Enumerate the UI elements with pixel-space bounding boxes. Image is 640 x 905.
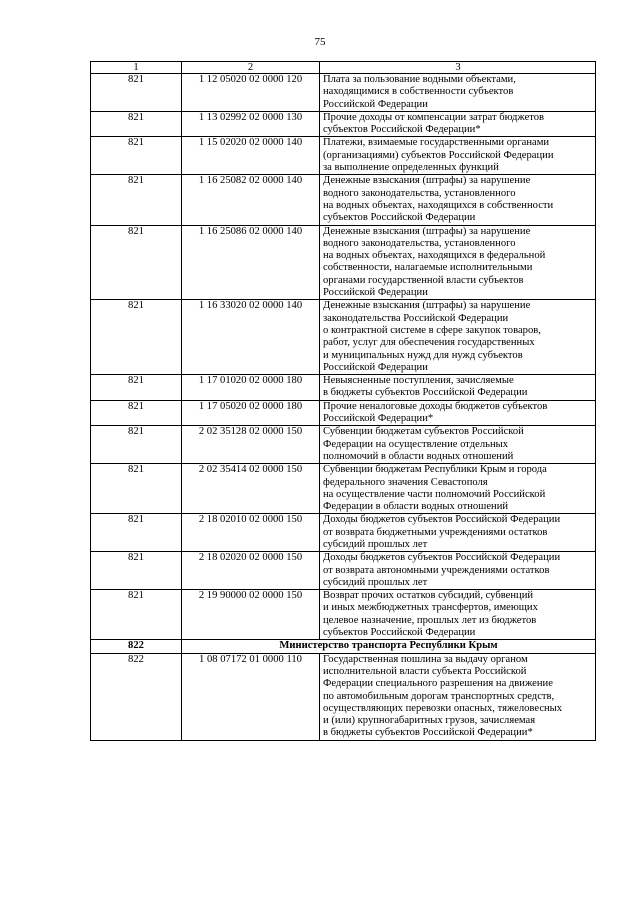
section-header-row (91, 640, 596, 653)
revenue-code-cell: 2 18 02010 02 0000 150 (182, 514, 320, 552)
revenue-code-cell: 1 17 05020 02 0000 180 (182, 400, 320, 426)
description-line: Субвенции бюджетам Республики Крым и города (323, 464, 547, 476)
description-line: субсидий прошлых лет (323, 538, 428, 550)
description-cell (320, 175, 596, 225)
description-line: Российской Федерации (323, 287, 428, 299)
table-row (91, 175, 596, 225)
description-cell (320, 464, 596, 514)
admin-code-cell: 821 (91, 225, 182, 300)
table-row (91, 653, 596, 740)
page-number: 75 (314, 36, 326, 48)
revenue-code-cell: 1 15 02020 02 0000 140 (182, 137, 320, 175)
description-line: Денежные взыскания (штрафы) за нарушение (323, 300, 531, 312)
description-line: Денежные взыскания (штрафы) за нарушение (323, 225, 531, 237)
revenue-code-cell: 1 16 33020 02 0000 140 (182, 300, 320, 375)
description-line: Федерации на осуществление отдельных (323, 438, 509, 450)
description-cell (320, 300, 596, 375)
description-line: о контрактной системе в сфере закупок товаров, (323, 324, 541, 336)
revenue-code-cell: 1 16 25086 02 0000 140 (182, 225, 320, 300)
description-line: субъектов Российской Федерации (323, 627, 476, 639)
description-line: Прочие доходы от компенсации затрат бюджетов (323, 111, 545, 123)
revenue-code-cell: 1 13 02992 02 0000 130 (182, 111, 320, 137)
table-row (91, 225, 596, 300)
description-line: федерального значения Севастополя (323, 476, 488, 488)
revenue-code-cell: 2 02 35128 02 0000 150 (182, 426, 320, 464)
revenue-code-cell: 2 19 90000 02 0000 150 (182, 590, 320, 640)
description-line: Доходы бюджетов субъектов Российской Федерации (323, 552, 561, 564)
description-cell (320, 74, 596, 112)
description-line: водного законодательства, установленного (323, 187, 516, 199)
header-col-2: 2 (182, 62, 320, 74)
admin-code-cell: 822 (91, 653, 182, 740)
description-line: субсидий прошлых лет (323, 576, 428, 588)
admin-code-cell: 821 (91, 111, 182, 137)
description-line: на водных объектах, находящихся в федеральной (323, 250, 546, 262)
table-row (91, 514, 596, 552)
description-line: (организациями) субъектов Российской Федерации (323, 149, 554, 161)
admin-code-cell: 821 (91, 426, 182, 464)
description-line: Платежи, взимаемые государственными органами (323, 137, 550, 149)
section-title: Министерство транспорта Республики Крым (182, 640, 596, 653)
description-line: законодательства Российской Федерации (323, 312, 509, 324)
description-line: и муниципальных нужд для нужд субъектов (323, 349, 523, 361)
description-line: от возврата бюджетными учреждениями остатков (323, 526, 548, 538)
description-cell (320, 426, 596, 464)
description-line: Денежные взыскания (штрафы) за нарушение (323, 175, 531, 187)
revenue-code-cell: 1 16 25082 02 0000 140 (182, 175, 320, 225)
table-row (91, 426, 596, 464)
header-col-3: 3 (320, 62, 596, 74)
section-admin-code: 822 (91, 640, 182, 653)
table-row (91, 552, 596, 590)
description-line: работ, услуг для обеспечения государственных (323, 337, 535, 349)
admin-code-cell: 821 (91, 464, 182, 514)
revenue-code-cell: 1 12 05020 02 0000 120 (182, 74, 320, 112)
admin-code-cell: 821 (91, 375, 182, 401)
table-row (91, 137, 596, 175)
description-line: Доходы бюджетов субъектов Российской Федерации (323, 514, 561, 526)
description-line: субъектов Российской Федерации (323, 212, 476, 224)
description-cell (320, 400, 596, 426)
revenue-code-cell: 1 17 01020 02 0000 180 (182, 375, 320, 401)
table-header-row (91, 62, 596, 74)
table-row (91, 400, 596, 426)
description-line: целевое назначение, прошлых лет из бюджетов (323, 614, 537, 626)
description-line: органами государственной власти субъектов (323, 274, 524, 286)
description-line: Государственная пошлина за выдачу органом (323, 653, 528, 665)
table-row (91, 74, 596, 112)
table-row (91, 590, 596, 640)
table-row (91, 464, 596, 514)
admin-code-cell: 821 (91, 74, 182, 112)
description-cell (320, 653, 596, 740)
description-line: субъектов Российской Федерации* (323, 124, 481, 136)
admin-code-cell: 821 (91, 552, 182, 590)
description-line: по автомобильным дорогам транспортных средств, (323, 690, 555, 702)
description-line: на осуществление части полномочий Российской (323, 488, 546, 500)
description-cell (320, 137, 596, 175)
admin-code-cell: 821 (91, 175, 182, 225)
description-cell (320, 111, 596, 137)
description-line: Невыясненные поступления, зачисляемые (323, 375, 514, 387)
admin-code-cell: 821 (91, 300, 182, 375)
description-line: Прочие неналоговые доходы бюджетов субъектов (323, 400, 548, 412)
description-line: Возврат прочих остатков субсидий, субвенций (323, 590, 534, 602)
admin-code-cell: 821 (91, 514, 182, 552)
description-line: находящимися в собственности субъектов (323, 86, 514, 98)
description-line: от возврата автономными учреждениями остатков (323, 564, 550, 576)
revenue-code-cell: 2 02 35414 02 0000 150 (182, 464, 320, 514)
description-cell (320, 225, 596, 300)
admin-code-cell: 821 (91, 400, 182, 426)
revenue-code-cell: 1 08 07172 01 0000 110 (182, 653, 320, 740)
table-row (91, 300, 596, 375)
admin-code-cell: 821 (91, 590, 182, 640)
description-cell (320, 375, 596, 401)
description-line: Субвенции бюджетам субъектов Российской (323, 426, 524, 438)
description-line: за выполнение определенных функций (323, 162, 499, 174)
description-line: водного законодательства, установленного (323, 237, 516, 249)
description-line: Российской Федерации* (323, 413, 434, 425)
revenue-table (90, 61, 596, 741)
table-row (91, 375, 596, 401)
description-line: осуществляющих перевозки опасных, тяжеловесных (323, 702, 563, 714)
revenue-code-cell: 2 18 02020 02 0000 150 (182, 552, 320, 590)
description-line: в бюджеты субъектов Российской Федерации (323, 387, 528, 399)
description-line: в бюджеты субъектов Российской Федерации* (323, 727, 533, 739)
description-cell (320, 552, 596, 590)
description-line: исполнительной власти субъекта Российской (323, 665, 527, 677)
description-line: собственности, налагаемые исполнительными (323, 262, 533, 274)
header-col-1: 1 (91, 62, 182, 74)
description-cell (320, 590, 596, 640)
description-line: и (или) крупногабаритных грузов, зачисляемая (323, 715, 536, 727)
description-line: на водных объектах, находящихся в собственности (323, 199, 554, 211)
description-line: Федерации в области водных отношений (323, 501, 509, 513)
admin-code-cell: 821 (91, 137, 182, 175)
description-line: полномочий в области водных отношений (323, 450, 514, 462)
description-line: Российской Федерации (323, 98, 428, 110)
description-line: и иных межбюджетных трансфертов, имеющих (323, 602, 538, 614)
description-cell (320, 514, 596, 552)
description-line: Плата за пользование водными объектами, (323, 74, 516, 85)
description-line: Российской Федерации (323, 361, 428, 373)
table-row (91, 111, 596, 137)
description-line: Федерации специального разрешения на движение (323, 678, 553, 690)
